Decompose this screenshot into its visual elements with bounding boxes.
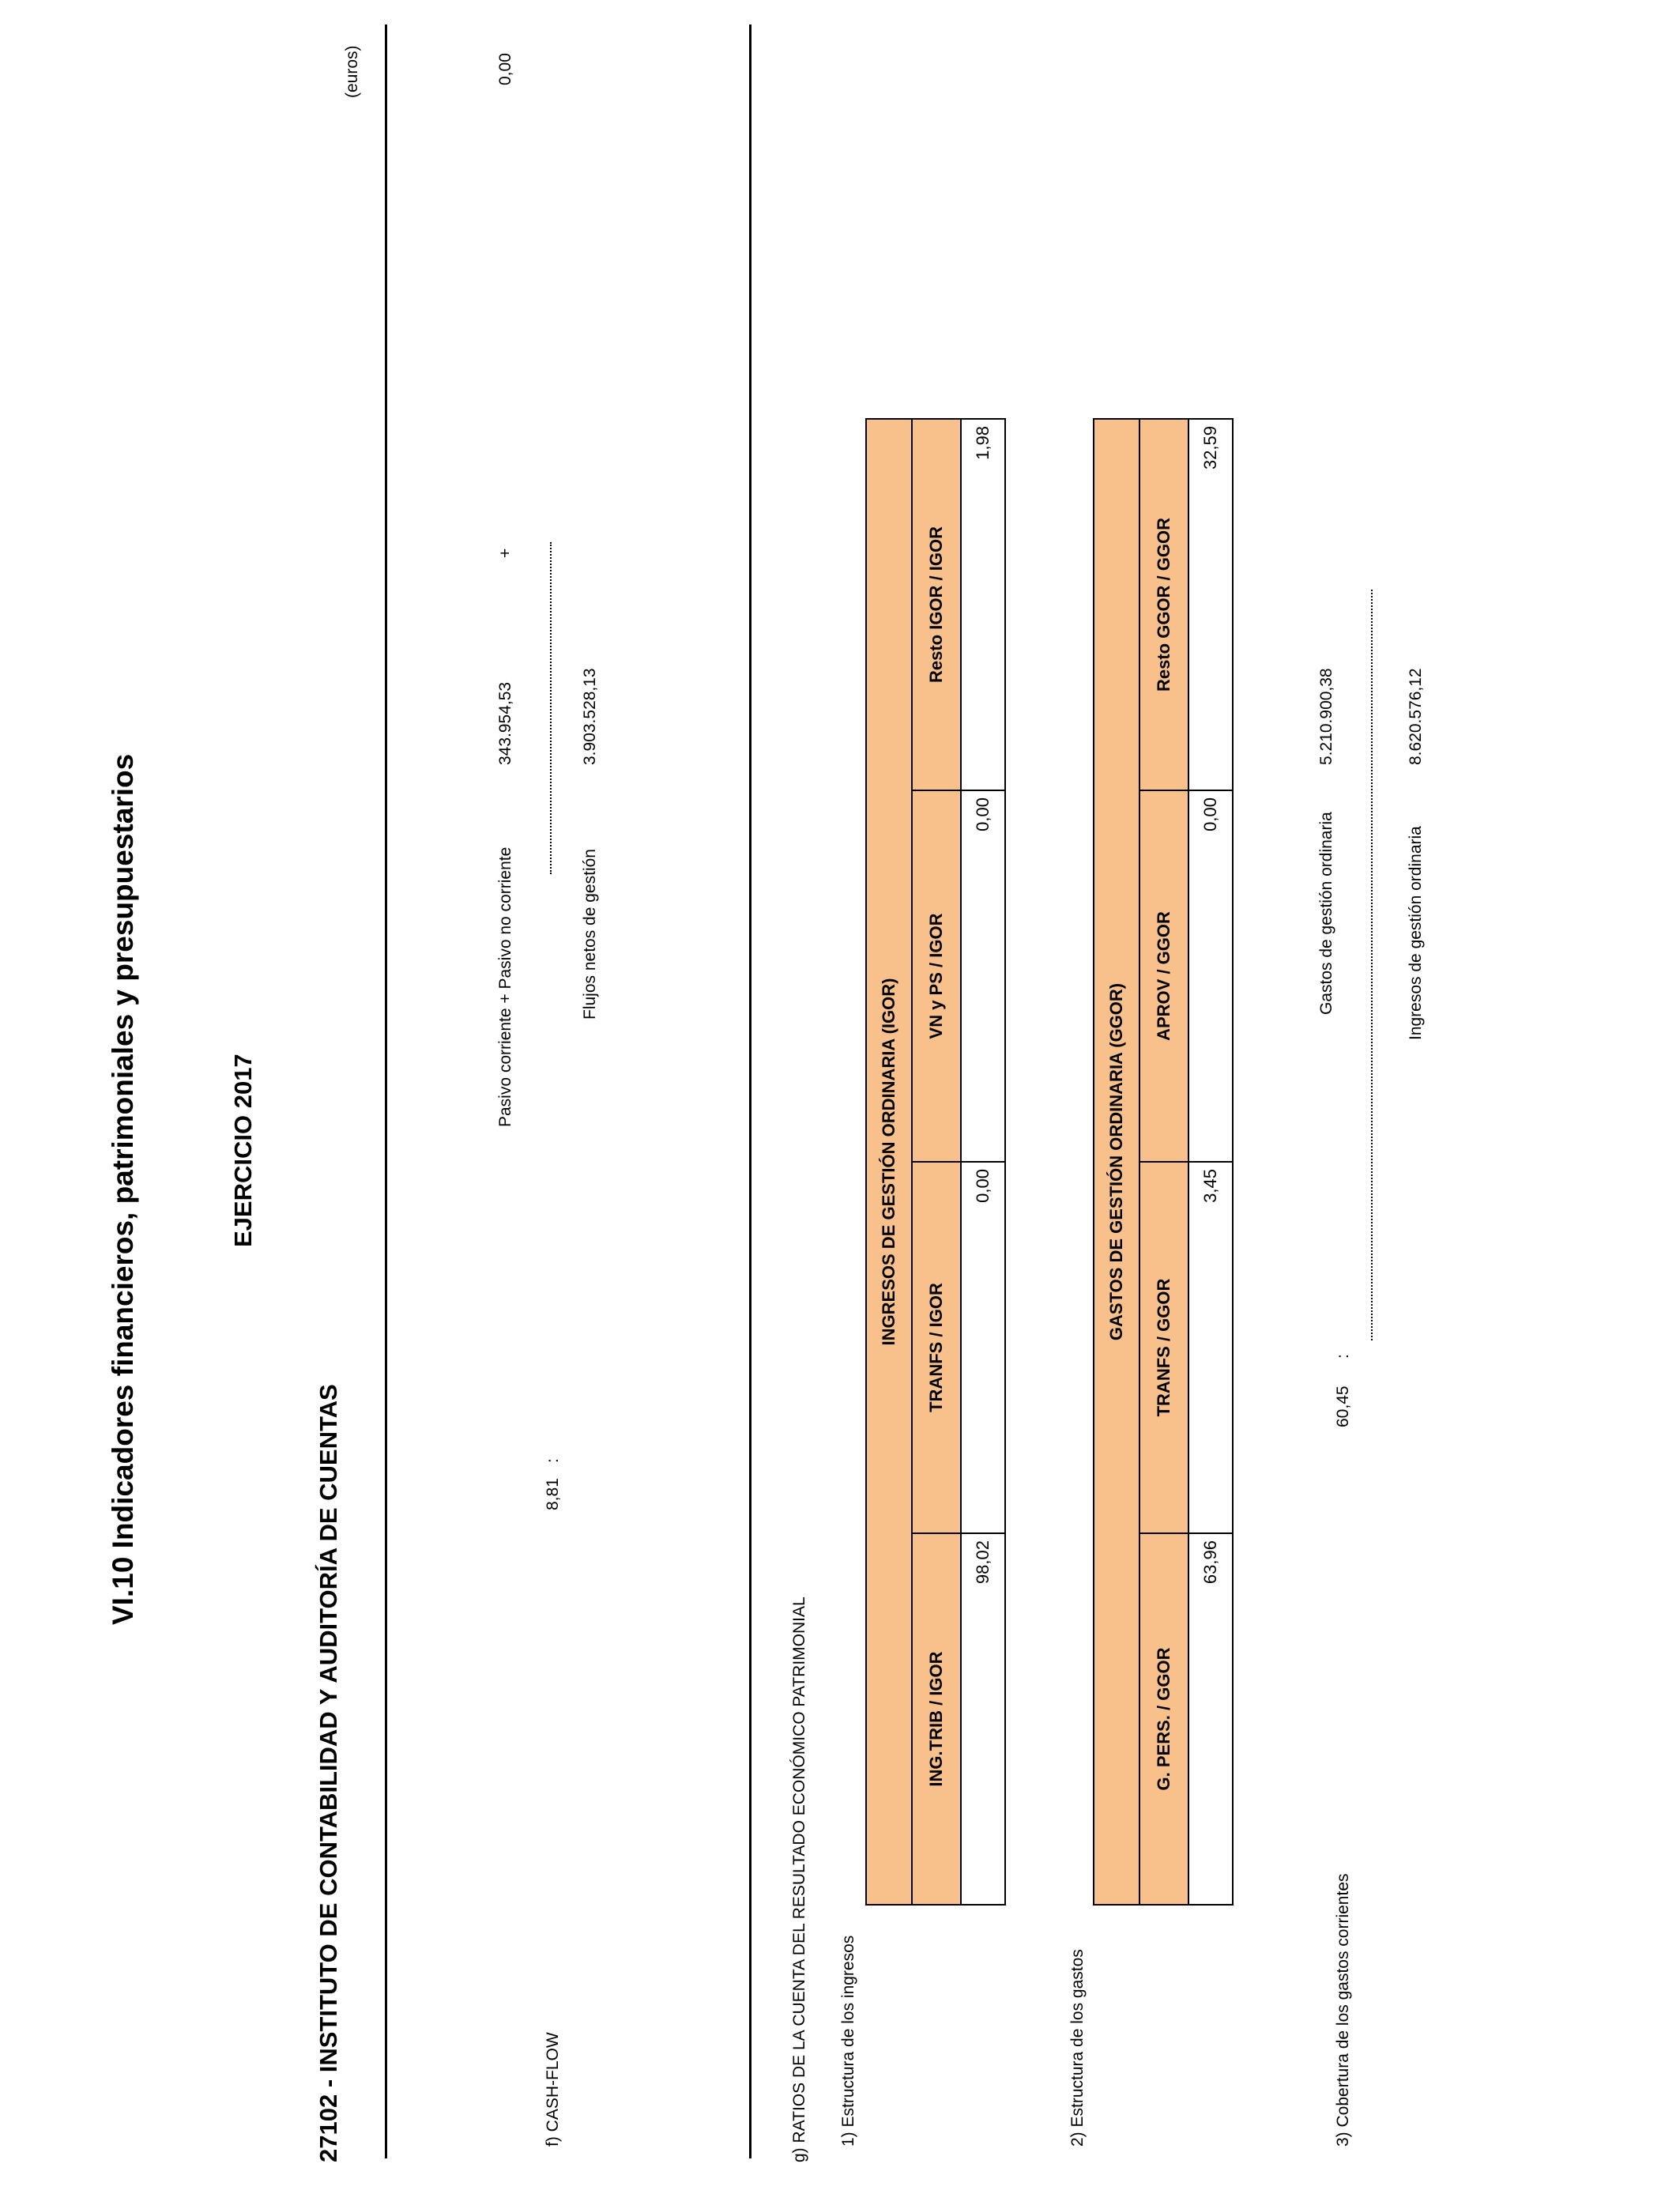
header-divider — [385, 25, 387, 2158]
cashflow-colon: : — [544, 1458, 562, 1463]
cashflow-numerator-label: Pasivo corriente + Pasivo no corriente — [496, 846, 514, 1127]
ingresos-header: VN y PS / IGOR — [912, 790, 961, 1162]
cashflow-extra-value: 0,00 — [496, 53, 514, 85]
ingresos-value: 0,00 — [961, 790, 1005, 1162]
cashflow-plus: + — [496, 548, 514, 558]
gastos-header: APROV / GGOR — [1139, 790, 1188, 1162]
ingresos-value: 0,00 — [961, 1162, 1005, 1533]
ingresos-header: TRANFS / IGOR — [912, 1162, 961, 1533]
cobertura-label: 3) Cobertura de los gastos corrientes — [1334, 1873, 1352, 2147]
cashflow-denominator-label: Flujos netos de gestión — [581, 849, 599, 1020]
cashflow-result: 8,81 — [544, 1478, 562, 1510]
ingresos-header: Resto IGOR / IGOR — [912, 419, 961, 790]
cashflow-label: f) CASH-FLOW — [544, 2032, 562, 2147]
gastos-header: G. PERS. / GGOR — [1139, 1533, 1188, 1905]
cashflow-numerator-value: 343.954,53 — [496, 681, 514, 765]
exercise-year: EJERCICIO 2017 — [229, 1054, 257, 1247]
gastos-header: Resto GGOR / GGOR — [1139, 419, 1188, 790]
report-title: VI.10 Indicadores financieros, patrimoniales y presupuestarios — [107, 753, 139, 1625]
cobertura-denominator-label: Ingresos de gestión ordinaria — [1407, 826, 1425, 1040]
cobertura-colon: : — [1334, 1354, 1352, 1359]
cashflow-fraction-line — [550, 542, 552, 874]
gastos-label: 2) Estructura de los gastos — [1068, 1949, 1087, 2147]
units-label: (euros) — [343, 45, 361, 98]
gastos-value: 32,59 — [1188, 419, 1233, 790]
ratios-title: g) RATIOS DE LA CUENTA DEL RESULTADO ECONÓMICO PATRIMONIAL — [790, 1596, 808, 2162]
ingresos-label: 1) Estructura de los ingresos — [839, 1935, 857, 2147]
ingresos-value: 98,02 — [961, 1533, 1005, 1905]
cobertura-fraction-line — [1371, 590, 1373, 1340]
gastos-value: 3,45 — [1188, 1162, 1233, 1533]
ingresos-band: INGRESOS DE GESTIÓN ORDINARIA (IGOR) — [866, 419, 912, 1905]
ingresos-header: ING.TRIB / IGOR — [912, 1533, 961, 1905]
gastos-table — [1093, 418, 1234, 1906]
gastos-band: GASTOS DE GESTIÓN ORDINARIA (GGOR) — [1094, 419, 1139, 1905]
cobertura-result: 60,45 — [1334, 1385, 1352, 1427]
entity-name: 27102 - INSTITUTO DE CONTABILIDAD Y AUDITORÍA DE CUENTAS — [315, 1384, 342, 2162]
ingresos-table — [865, 418, 1006, 1906]
section-divider — [749, 25, 751, 2158]
gastos-value: 63,96 — [1188, 1533, 1233, 1905]
cobertura-numerator-label: Gastos de gestión ordinaria — [1317, 812, 1335, 1015]
cobertura-numerator-value: 5.210.900,38 — [1317, 668, 1335, 765]
cashflow-denominator-value: 3.903.528,13 — [581, 668, 599, 765]
gastos-header: TRANFS / GGOR — [1139, 1162, 1188, 1533]
gastos-value: 0,00 — [1188, 790, 1233, 1162]
ingresos-value: 1,98 — [961, 419, 1005, 790]
cobertura-denominator-value: 8.620.576,12 — [1407, 668, 1425, 765]
